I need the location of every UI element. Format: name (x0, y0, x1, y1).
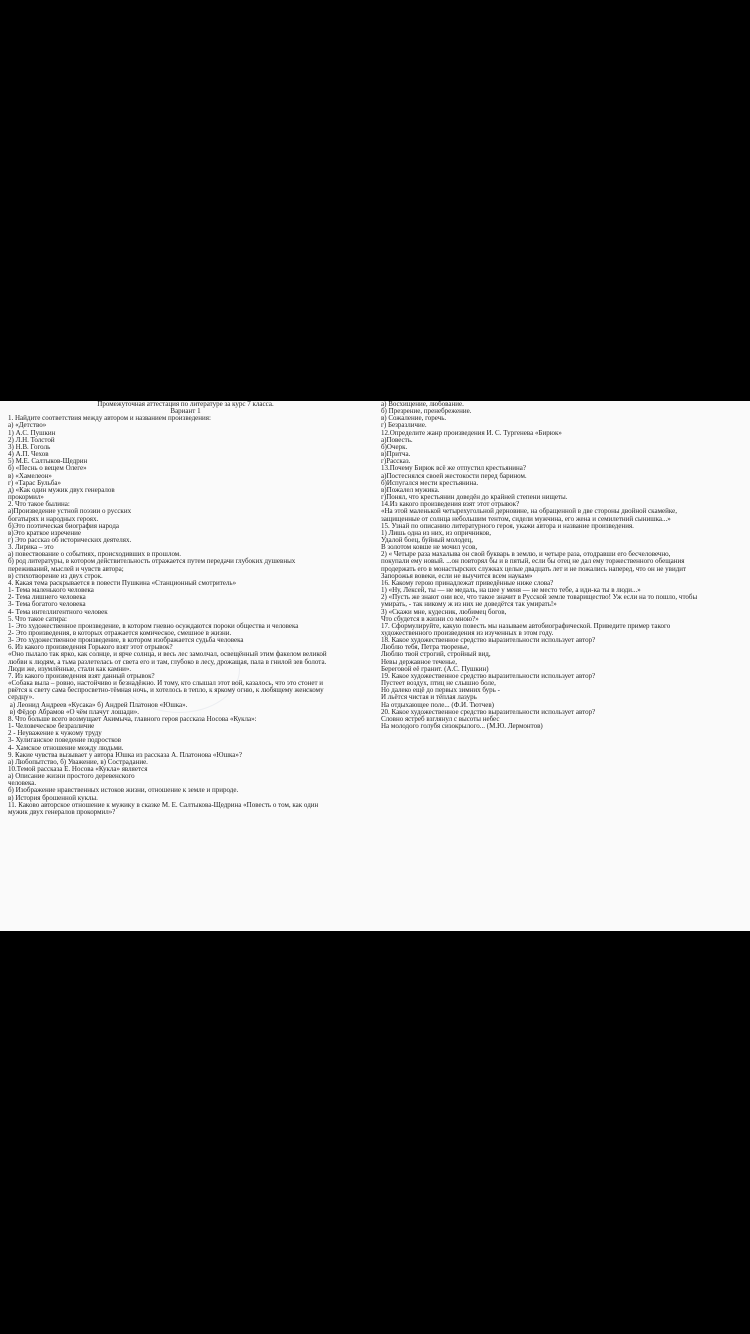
text-line: 19. Какое художественное средство выразительности использует автор? (381, 671, 596, 680)
text-line: 3) «Скажи мне, кудесник, любимец богов, (381, 607, 507, 616)
text-line: 1) А.С. Пушкин (8, 428, 56, 437)
text-line: «На этой маленькой четырехугольной дерновине, на обращенной в две стороны двойной скамейке, (381, 507, 677, 516)
text-line: 2) « Четыре раза махалыва он свой букварь в землю, и четыре раза, отодравши его бесчеловечно, (381, 550, 671, 559)
text-line: 2) «Пусть же знают они все, что такое значит в Русской земле товарищество! Уж если на то пошло, чтобы (381, 593, 698, 602)
text-line: 16. Какому герою принадлежат приведённые ниже слова? (381, 578, 554, 587)
text-line: Удалой боец, буйный молодец, (381, 535, 473, 544)
text-line: рвётся к свету сама беспросветно-тёмная ночь, и хотелось в тепло, к яркому огню, к любящему женскому (8, 686, 324, 695)
exam-document-page (0, 401, 750, 931)
text-line: И льётся чистая и тёплая лазурь (381, 693, 477, 702)
text-line: б)Испугался мести крестьянина. (381, 478, 479, 487)
text-line: б) «Песнь о вещем Олеге» (8, 464, 87, 473)
text-line: 17. Сформулируйте, какую повесть мы называем автобиографической. Приведите пример такого (381, 621, 671, 630)
text-line: Люблю твой строгий, стройный вид, (381, 650, 491, 659)
text-line: Словно ястреб взглянул с высоты небес (381, 714, 500, 723)
text-line: 20. Какое художественное средство выразительности использует автор? (381, 707, 596, 716)
text-line: 14.Из какого произведения взят этот отрывок? (381, 500, 520, 509)
text-line: Запорожья вовеки, если не выучится всем наукам» (381, 571, 533, 580)
text-line: 1. Найдите соответствия между автором и названием произведения: (8, 414, 211, 423)
text-line: в) стихотворение из двух строк. (8, 571, 103, 580)
text-line: 2 - Неуважение к чужому труду (8, 729, 102, 738)
text-line: 15. Узнай по описанию литературного героя, укажи автора и название произведения. (381, 521, 634, 530)
text-line: сердцу». (8, 693, 34, 702)
text-line: умирать, - так никому ж из них не доведётся так умирать!» (381, 600, 557, 609)
text-line: а) Любопытство, б) Уважение, в) Сострадание. (8, 757, 148, 766)
text-line: 3) Н.В. Гоголь (8, 442, 51, 451)
text-line: 8. Что больше всего возмущает Акимыча, главного героя рассказа Носова «Кукла»: (8, 714, 257, 723)
text-line: Но далеко ещё до первых зимних бурь - (381, 686, 500, 695)
text-line: г)Рассказ. (381, 457, 411, 466)
text-line: в) История брошенной куклы. (8, 793, 98, 802)
text-line: 6. Из какого произведения Горького взят этот отрывок? (8, 643, 173, 652)
text-line: 2- Тема лишнего человека (8, 593, 86, 602)
text-line: 2- Это произведения, в которых отражается комическое, смешное в жизни. (8, 629, 232, 637)
text-line: прокормил» (8, 493, 44, 502)
text-line: любви к людям, а тьма разлетелась от света его и там, глубоко в лесу, дрожащая, пала в гнилой зев болота. (8, 657, 327, 666)
text-line: 3- Тема богатого человека (8, 600, 86, 609)
text-line: а)Постеснялся своей жестокости перед барином. (381, 471, 527, 480)
text-line: г)Понял, что крестьянин доведён до крайней степени нищеты. (381, 493, 568, 502)
text-line: б) Презрение, пренебрежение. (381, 407, 472, 416)
text-line: 4- Тема интеллигентного человек (8, 607, 108, 616)
text-line: 4) А.П. Чехов (8, 450, 49, 459)
right-column (381, 401, 741, 730)
text-line: 1- Человеческое безразличие (8, 722, 95, 731)
text-line: «Собака выла – ровно, настойчиво и безнадёжно. И тому, кто слышал этот вой, казалось, что это стонет и (8, 679, 324, 688)
text-line: а) повествование о событиях, происходивших в прошлом. (8, 550, 181, 559)
text-line: а) Леонид Андреев «Кусака» б) Андрей Платонов «Юшка». (8, 700, 188, 709)
text-line: художественного произведения из изученных в этом году. (381, 629, 554, 637)
text-line: а)Повесть. (381, 435, 413, 444)
text-line: человека. (8, 779, 37, 788)
text-line: в) Фёдор Абрамов «О чём плачут лошади». (8, 707, 139, 716)
text-line: 11. Каково авторское отношение к мужику в сказке М. Е. Салтыкова-Щедрина «Повесть о том, как один (8, 800, 319, 809)
text-line: На молодого голубя сизокрылого... (М.Ю. Лермонтов) (381, 722, 543, 731)
text-line: а) Описание жизни простого деревенского (8, 772, 135, 781)
text-line: г) «Тарас Бульба» (8, 478, 62, 487)
text-line: д) «Как один мужик двух генералов (8, 485, 115, 494)
text-line: богатырях и народных героях. (8, 514, 99, 523)
text-line: Невы державное теченье, (381, 657, 457, 666)
text-line: б)Это поэтическая биография народа (8, 521, 120, 530)
text-line: 5) М.Е. Салтыков-Щедрин (8, 457, 88, 466)
text-line: б) Изображение нравственных истоков жизни, отношение к земле и природе. (8, 786, 239, 795)
text-line: г) Безразличие. (381, 421, 427, 430)
text-line: 1- Это художественное произведение, в котором гневно осуждаются пороки общества и человека (8, 621, 299, 630)
text-line: 12.Определите жанр произведения И. С. Тургенева «Бирюк» (381, 428, 562, 437)
text-line: Люблю тебя, Петра творенье, (381, 643, 469, 652)
text-line: переживаний, мыслей и чувств автора; (8, 564, 124, 573)
text-line: 2) Л.Н. Толстой (8, 435, 55, 444)
text-line: 18. Какое художественное средство выразительности использует автор? (381, 636, 596, 645)
text-line: в)Пожалел мужика. (381, 485, 440, 494)
text-line: Что сбудется в жизни со мною?» (381, 614, 479, 623)
text-line: в)Притча. (381, 450, 411, 459)
text-line: Береговой её гранит. (А.С. Пушкин) (381, 664, 489, 673)
text-line: В золотом ковше не мочил усов, (381, 543, 478, 552)
text-line: 1) «Ну, Лексей, ты — не медаль, на шее у меня — не место тебе, а иди-ка ты в люди...» (381, 586, 641, 595)
text-line: 3. Лирика – это (8, 543, 54, 552)
text-line: в) Сожаление, горечь. (381, 414, 447, 423)
text-line: 10.Темой рассказа Е. Носова «Кукла» является (8, 764, 148, 773)
text-line: 9. Какие чувства вызывает у автора Юшка из рассказа А. Платонова «Юшка»? (8, 750, 242, 759)
text-line: 13.Почему Бирюк всё же отпустил крестьянина? (381, 464, 526, 473)
text-line: На отдыхающее поле... (Ф.И. Тютчев) (381, 700, 494, 709)
text-line: б) род литературы, в котором действительность отражается путем передачи глубоких душевных (8, 557, 296, 566)
text-line: 3- Хулиганское поведение подростков (8, 736, 122, 745)
text-line: 7. Из какого произведения взят данный отрывок? (8, 671, 155, 680)
text-line: 4- Хамское отношение между людьми. (8, 743, 124, 752)
text-line: а)Произведение устной поэзии о русских (8, 507, 132, 516)
text-line: продержать его в монастырских служках целые двадцать лет и не пожались наперед, что он не увидит (381, 564, 687, 573)
document-title: Промежуточная аттестация по литературе за курс 7 класса. (97, 401, 274, 408)
text-line: покупали ему новый. ...он повторял бы и в пятый, если бы отец не дал ему торжественного обещания (381, 557, 685, 566)
text-line: мужик двух генералов прокормил»? (8, 807, 116, 816)
left-column (8, 401, 363, 816)
text-line: 3- Это художественное произведение, в котором изображается судьба человека (8, 636, 244, 645)
text-line: 4. Какая тема раскрывается в повести Пушкина «Станционный смотритель» (8, 578, 237, 587)
text-line: 1) Лишь одна из них, из опричников, (381, 528, 491, 537)
variant-label: Вариант 1 (170, 407, 201, 416)
text-line: в)Это краткое изречение (8, 528, 82, 537)
text-line: 5. Что такое сатира: (8, 614, 67, 623)
text-line: б)Очерк. (381, 442, 408, 451)
text-line: а) «Детство» (8, 421, 47, 430)
text-line: Люди же, изумлённые, стали как камни». (8, 664, 132, 673)
text-line: в) «Хамелеон» (8, 471, 52, 480)
text-line: защищенные от солнца небольшим тентом, сидели мужчина, его жена и семилетний сынишка...» (381, 514, 671, 523)
text-line: «Оно пылало так ярко, как солнце, и ярче солнца, и весь лес замолчал, освещённый этим факелом великой (8, 650, 327, 659)
text-line: г) Это рассказ об исторических деятелях. (8, 535, 132, 544)
text-line: а) Восхищение, любование. (381, 401, 464, 408)
text-line: 2. Что такое былина: (8, 500, 70, 509)
text-line: 1- Тема маленького человека (8, 586, 94, 595)
text-line: Пустеет воздух, птиц не слышно боле, (381, 679, 496, 688)
